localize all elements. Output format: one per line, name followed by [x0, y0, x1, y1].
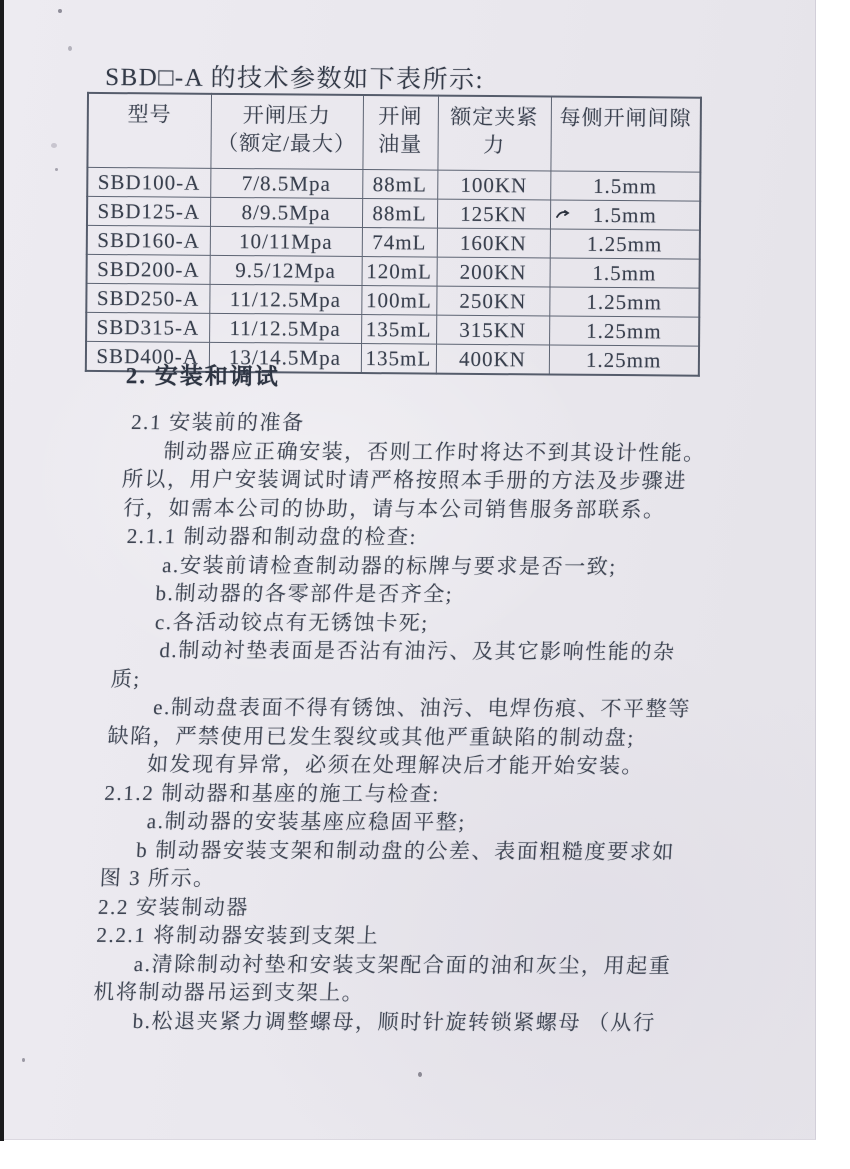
body-line: e.制动盘表面不得有锈蚀、油污、电焊伤痕、不平整等 — [152, 695, 692, 721]
table-cell: 100mL — [361, 286, 436, 316]
body-line: 2.2 安装制动器 — [97, 894, 250, 919]
scan-speck — [418, 1072, 422, 1077]
table-cell: 1.5mm — [550, 258, 700, 288]
table-cell: 1.25mm — [549, 316, 699, 346]
body-line: 2.2.1 将制动器安装到支架上 — [95, 922, 381, 948]
body-line: 质; — [110, 666, 142, 691]
table-cell: 315KN — [436, 315, 549, 345]
body-line: c.各活动铰点有无锈蚀卡死; — [154, 609, 430, 635]
table-cell: 88mL — [362, 199, 437, 229]
table-cell: 250KN — [436, 286, 549, 316]
table-cell: 400KN — [436, 344, 549, 374]
table-cell: 13/14.5Mpa — [209, 342, 361, 373]
table-header-cell: 每侧开闸间隙 — [550, 97, 701, 173]
table-cell: SBD250-A — [86, 283, 209, 313]
table-cell: 135mL — [361, 315, 436, 345]
table-cell: SBD315-A — [86, 312, 209, 342]
table-header-cell: 开闸 油量 — [362, 95, 438, 170]
table-cell: 1.25mm — [550, 229, 700, 259]
table-cell: 200KN — [437, 257, 550, 287]
body-line: d.制动衬垫表面是否沾有油污、及其它影响性能的杂 — [158, 638, 677, 664]
table-cell: SBD160-A — [87, 225, 210, 255]
body-line: a.安装前请检查制动器的标牌与要求是否一致; — [161, 552, 618, 579]
table-cell: 74mL — [362, 228, 437, 258]
body-line: b.制动器的各零部件是否齐全; — [154, 581, 454, 607]
table-cell: 11/12.5Mpa — [209, 284, 361, 314]
table-cell: SBD125-A — [87, 196, 210, 226]
table-cell: 8/9.5Mpa — [210, 197, 362, 227]
table-header-cell: 开闸压力 （额定/最大） — [210, 94, 363, 170]
table-cell: 1.25mm — [549, 345, 699, 376]
table-cell: 100KN — [437, 170, 550, 200]
table-header-cell: 额定夹紧 力 — [437, 96, 551, 171]
scan-speck — [55, 168, 58, 171]
pen-mark — [556, 207, 570, 218]
table-cell: SBD200-A — [87, 254, 210, 284]
body-line: 如发现有异常，必须在处理解决后才能开始安装。 — [146, 752, 645, 778]
table-cell: 9.5/12Mpa — [210, 255, 362, 285]
scan-speck — [51, 143, 57, 148]
body-line: 2.1.2 制动器和基座的施工与检查: — [103, 780, 441, 806]
table-cell: 135mL — [361, 344, 436, 374]
table-cell: 160KN — [437, 228, 550, 258]
table-header-cell: 型号 — [87, 93, 211, 168]
body-line: 图 3 所示。 — [99, 865, 217, 891]
table-cell: 1.5mm — [550, 200, 700, 230]
technical-parameters-table — [85, 92, 702, 377]
table-cell: SBD100-A — [87, 167, 210, 197]
table-cell: 125KN — [437, 199, 550, 229]
scan-speck — [68, 46, 72, 51]
table-cell: 1.5mm — [550, 171, 700, 201]
document-page — [4, 0, 816, 1140]
table-cell: 88mL — [362, 170, 437, 200]
table-cell: 1.25mm — [549, 287, 699, 317]
table-caption: SBD□-A 的技术参数如下表所示: — [105, 64, 485, 94]
body-line: b 制动器安装支架和制动盘的公差、表面粗糙度要求如 — [135, 837, 676, 864]
scan-speck — [22, 1058, 25, 1062]
body-line: 所以，用户安装调试时请严格按照本手册的方法及步骤进 — [121, 466, 688, 493]
table-cell: 120mL — [362, 257, 437, 287]
body-line: b.松退夹紧力调整螺母，顺时针旋转锁紧螺母 （从行 — [132, 1008, 657, 1035]
body-line: 行，如需本公司的协助，请与本公司销售服务部联系。 — [122, 495, 667, 522]
body-line: 缺陷，严禁使用已发生裂纹或其他严重缺陷的制动盘; — [107, 723, 636, 750]
section-heading: 2. 安装和调试 — [125, 363, 280, 390]
table-cell: 11/12.5Mpa — [209, 313, 361, 343]
scan-speck — [58, 9, 62, 13]
table-cell: 10/11Mpa — [210, 226, 362, 256]
body-text — [91, 408, 816, 1037]
table-header-row — [87, 93, 701, 172]
table-cell: SBD400-A — [86, 341, 209, 371]
table-cell: 7/8.5Mpa — [210, 168, 362, 198]
body-line: 机将制动器吊运到支架上。 — [92, 979, 366, 1005]
body-line: a.制动器的安装基座应稳固平整; — [146, 809, 467, 835]
body-line: 制动器应正确安装，否则工作时将达不到其设计性能。 — [162, 438, 707, 465]
body-line: a.清除制动衬垫和安装支架配合面的油和灰尘，用起重 — [133, 951, 673, 978]
body-line: 2.1.1 制动器和制动盘的检查: — [126, 524, 418, 550]
body-line: 2.1 安装前的准备 — [130, 410, 306, 435]
